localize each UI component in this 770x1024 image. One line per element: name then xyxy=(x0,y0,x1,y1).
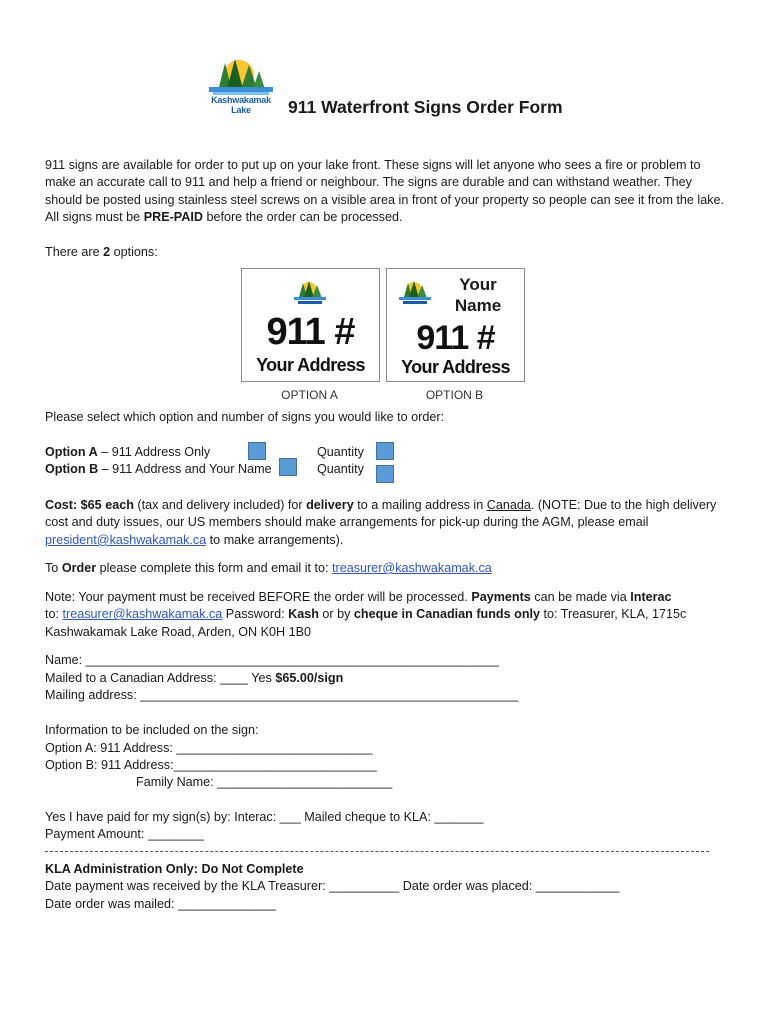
order-line xyxy=(45,561,492,575)
note-line-2 xyxy=(45,607,686,621)
sign-a-address: Your Address xyxy=(256,355,365,375)
sign-a-logo-icon xyxy=(292,279,328,307)
cost-paragraph xyxy=(45,497,725,549)
paid-by-field[interactable]: Yes I have paid for my sign(s) by: Interac: ___ Mailed cheque to KLA: _______ xyxy=(45,810,484,824)
cost-delivery: delivery xyxy=(306,498,354,512)
option-b-quantity-label: Quantity xyxy=(317,462,364,476)
note-cheque: cheque in Canadian funds only xyxy=(353,607,541,621)
note-line-1 xyxy=(45,590,672,604)
cost-text-4: to make arrangements). xyxy=(206,532,344,547)
cost-amount: Cost: $65 each xyxy=(45,498,134,512)
option-b-desc: – 911 Address and Your Name xyxy=(98,462,272,476)
note-address-1: to: Treasurer, KLA, 1715c xyxy=(540,607,687,621)
note-text-2: can be made via xyxy=(530,590,631,604)
option-a-quantity-box[interactable] xyxy=(376,442,394,460)
info-heading: Information to be included on the sign: xyxy=(45,723,259,737)
note-to: to: xyxy=(45,607,63,621)
sign-b-number: 911 # xyxy=(416,319,495,357)
option-a-label: OPTION A xyxy=(281,388,338,402)
option-b-checkbox[interactable] xyxy=(279,458,297,476)
note-text-1: Note: Your payment must be received BEFORE the order will be processed. xyxy=(45,590,472,604)
divider xyxy=(45,851,709,852)
option-a-quantity-label: Quantity xyxy=(317,445,364,459)
intro-text-end: before the order can be processed. xyxy=(202,210,403,225)
note-password-label: Password: xyxy=(222,607,289,621)
treasurer-email-link[interactable]: treasurer@kashwakamak.ca xyxy=(332,561,492,575)
option-b-title: Option B xyxy=(45,462,99,476)
sign-a-number: 911 # xyxy=(266,311,355,353)
select-prompt: Please select which option and number of signs you would like to order: xyxy=(45,410,445,424)
president-email-link[interactable]: president@kashwakamak.ca xyxy=(45,532,207,547)
order-bold: Order xyxy=(61,561,97,575)
note-payments: Payments xyxy=(471,590,531,604)
name-field[interactable]: Name: ___________________________________________________________ xyxy=(45,653,499,667)
note-password: Kash xyxy=(288,607,319,621)
page-title: 911 Waterfront Signs Order Form xyxy=(288,97,563,117)
cost-canada: Canada xyxy=(486,498,531,512)
sign-b-name-line2: Name xyxy=(454,296,502,315)
cost-text-3: . (NOTE: Due to the high delivery cost and duty issues, our US members should make arrangements for pick-up during the AGM, please email xyxy=(45,498,717,530)
sign-option-b xyxy=(386,268,525,382)
note-line-3: Kashwakamak Lake Road, Arden, ON K0H 1B0 xyxy=(45,625,312,639)
family-name-field[interactable]: Family Name: _________________________ xyxy=(136,775,393,789)
note-or-by: or by xyxy=(318,607,354,621)
note-treasurer-email-link[interactable]: treasurer@kashwakamak.ca xyxy=(62,607,223,621)
order-pre: To xyxy=(45,561,62,575)
option-a-address-field[interactable]: Option A: 911 Address: ____________________________ xyxy=(45,741,373,755)
admin-heading: KLA Administration Only: Do Not Complete xyxy=(45,862,304,876)
option-a-title: Option A xyxy=(45,445,98,459)
options-intro xyxy=(45,245,158,259)
sign-b-address: Your Address xyxy=(401,357,510,377)
option-a-row xyxy=(45,445,210,459)
payment-amount-field[interactable]: Payment Amount: ________ xyxy=(45,827,204,841)
intro-prepaid: PRE-PAID xyxy=(143,210,203,225)
admin-received-field[interactable]: Date payment was received by the KLA Treasurer: __________ Date order was placed: ____________ xyxy=(45,879,620,893)
cost-text-1: (tax and delivery included) for xyxy=(133,498,307,512)
options-pre: There are xyxy=(45,245,104,259)
intro-paragraph xyxy=(45,157,725,227)
sign-b-name-line1: Your xyxy=(459,275,497,294)
sign-option-a xyxy=(241,268,380,382)
options-post: options: xyxy=(110,245,158,259)
mailed-text: Mailed to a Canadian Address: ____ Yes xyxy=(45,671,276,685)
mailing-address-field[interactable]: Mailing address: ______________________________________________________ xyxy=(45,688,519,702)
admin-mailed-field[interactable]: Date order was mailed: ______________ xyxy=(45,897,277,911)
intro-text: 911 signs are available for order to put up on your lake front. These signs will let anyone who sees a fire or problem to make an accurate call to 911 and help a friend or neighbour. The signs are durable and can withstand weather. They should be posted using stainless steel screws on a visible area in front of your property so people can see it from the lake. All signs must be xyxy=(45,158,725,225)
option-b-label: OPTION B xyxy=(425,388,484,402)
mailed-price: $65.00/sign xyxy=(275,671,344,685)
cost-text-2: to a mailing address in xyxy=(353,498,487,512)
option-a-desc: – 911 Address Only xyxy=(97,445,211,459)
option-b-address-field[interactable]: Option B: 911 Address:_____________________________ xyxy=(45,758,377,772)
note-interac: Interac xyxy=(630,590,672,604)
option-a-checkbox[interactable] xyxy=(248,442,266,460)
order-mid: please complete this form and email it to: xyxy=(96,561,333,575)
logo-text: Kashwakamak Lake xyxy=(211,95,271,115)
mailed-field[interactable] xyxy=(45,671,343,685)
sign-b-logo-icon xyxy=(397,279,433,307)
option-b-quantity-box[interactable] xyxy=(376,465,394,483)
option-b-row xyxy=(45,462,272,476)
options-count: 2 xyxy=(103,245,111,259)
